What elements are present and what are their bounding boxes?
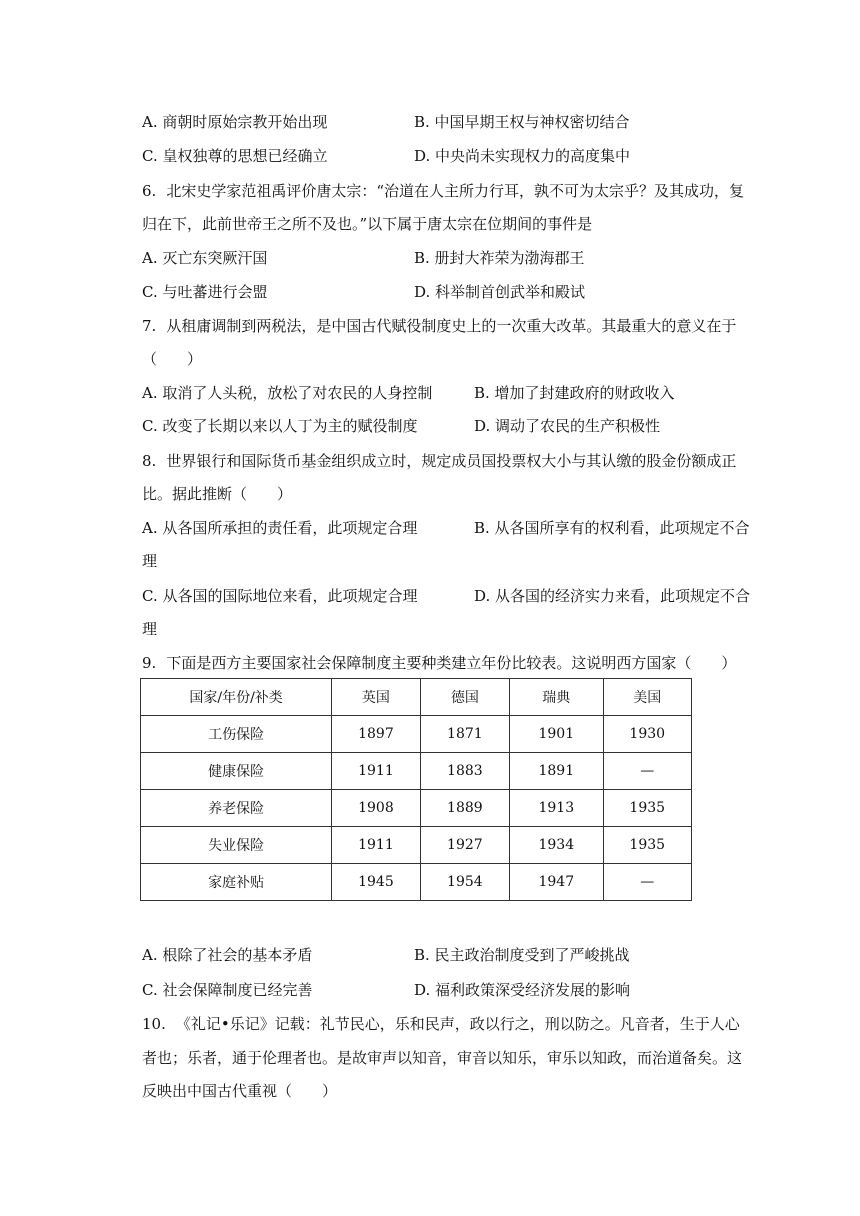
table-row	[141, 753, 692, 790]
table-cell: —	[603, 753, 692, 790]
table-cell: 1935	[603, 790, 692, 827]
q9-number: 9.	[142, 654, 157, 672]
q10-number: 10.	[142, 1015, 166, 1033]
q6-stem-text: 北宋史学家范祖禹评价唐太宗：“治道在人主所力行耳，孰不可为太宗乎？及其成功，复	[166, 182, 744, 200]
q7-stem-line-1	[142, 316, 736, 336]
table-cell: 1889	[420, 790, 509, 827]
table-cell: 1883	[420, 753, 509, 790]
q10-stem-line-3: 反映出中国古代重视（ ）	[142, 1082, 338, 1100]
table-cell: 1945	[332, 864, 420, 901]
q9-option-b: B. 民主政治制度受到了严峻挑战	[414, 946, 630, 964]
table-cell: 1913	[510, 790, 603, 827]
table-header: 国家/年份/补类	[141, 679, 332, 716]
q8-option-b: B. 从各国所享有的权利看，此项规定不合	[474, 519, 750, 537]
social-security-table	[140, 678, 692, 901]
q6-option-b: B. 册封大祚荣为渤海郡王	[414, 249, 585, 267]
q8-stem-line-2: 比。据此推断（ ）	[142, 485, 293, 503]
q5-option-a: A. 商朝时原始宗教开始出现	[142, 113, 328, 131]
table-cell: 健康保险	[141, 753, 332, 790]
q8-option-b-wrap: 理	[142, 552, 158, 570]
q9-stem-text: 下面是西方主要国家社会保障制度主要种类建立年份比较表。这说明西方国家（ ）	[166, 654, 737, 672]
q6-option-d: D. 科举制首创武举和殿试	[414, 283, 586, 301]
table-cell: 1911	[332, 827, 420, 864]
q10-stem-line-1	[142, 1014, 740, 1034]
q6-option-a: A. 灭亡东突厥汗国	[142, 249, 268, 267]
q8-option-d-wrap: 理	[142, 620, 158, 638]
table-cell: —	[603, 864, 692, 901]
q8-stem-text: 世界银行和国际货币基金组织成立时，规定成员国投票权大小与其认缴的股金份额成正	[166, 452, 737, 470]
table-cell: 家庭补贴	[141, 864, 332, 901]
table-cell: 1947	[510, 864, 603, 901]
q6-number: 6.	[142, 182, 157, 200]
table-header: 美国	[603, 679, 692, 716]
table-row	[141, 716, 692, 753]
table-cell: 1934	[510, 827, 603, 864]
q5-option-d: D. 中央尚未实现权力的高度集中	[414, 147, 631, 165]
q6-option-c: C. 与吐蕃进行会盟	[142, 283, 268, 301]
table-row	[141, 864, 692, 901]
table-cell: 失业保险	[141, 827, 332, 864]
q7-option-c: C. 改变了长期以来以人丁为主的赋役制度	[142, 417, 418, 435]
q9-option-d: D. 福利政策深受经济发展的影响	[414, 981, 631, 999]
q8-option-a: A. 从各国所承担的责任看，此项规定合理	[142, 519, 418, 537]
q7-option-d: D. 调动了农民的生产积极性	[474, 417, 661, 435]
table-cell: 1930	[603, 716, 692, 753]
table-cell: 1954	[420, 864, 509, 901]
table-cell: 养老保险	[141, 790, 332, 827]
q9-option-c: C. 社会保障制度已经完善	[142, 981, 313, 999]
q8-stem-line-1	[142, 451, 736, 471]
table-header: 德国	[420, 679, 509, 716]
q6-stem-line-1	[142, 181, 744, 201]
table-header: 瑞典	[510, 679, 603, 716]
table-header: 英国	[332, 679, 420, 716]
q6-stem-line-2: 归在下，此前世帝王之所不及也。”以下属于唐太宗在位期间的事件是	[142, 215, 593, 233]
table-cell: 1871	[420, 716, 509, 753]
table-cell: 1897	[332, 716, 420, 753]
q7-stem-line-2: （ ）	[142, 350, 203, 368]
q5-option-b: B. 中国早期王权与神权密切结合	[414, 113, 630, 131]
table-header-row	[141, 679, 692, 716]
table-cell: 1935	[603, 827, 692, 864]
table-cell: 1911	[332, 753, 420, 790]
q7-option-a: A. 取消了人头税，放松了对农民的人身控制	[142, 384, 433, 402]
table-cell: 1927	[420, 827, 509, 864]
q8-option-d: D. 从各国的经济实力来看，此项规定不合	[474, 587, 751, 605]
table-cell: 工伤保险	[141, 716, 332, 753]
table-row	[141, 827, 692, 864]
table-cell: 1891	[510, 753, 603, 790]
q7-option-b: B. 增加了封建政府的财政收入	[474, 384, 675, 402]
q5-option-c: C. 皇权独尊的思想已经确立	[142, 147, 328, 165]
q7-number: 7.	[142, 317, 157, 335]
table-cell: 1901	[510, 716, 603, 753]
q7-stem-text: 从租庸调制到两税法，是中国古代赋役制度史上的一次重大改革。其最重大的意义在于	[166, 317, 737, 335]
q8-option-c: C. 从各国的国际地位来看，此项规定合理	[142, 587, 418, 605]
q9-stem	[142, 653, 736, 673]
q9-option-a: A. 根除了社会的基本矛盾	[142, 946, 313, 964]
table-row	[141, 790, 692, 827]
q10-stem-text: 《礼记•乐记》记载：礼节民心，乐和民声，政以行之，刑以防之。凡音者，生于人心	[175, 1015, 740, 1033]
q10-stem-line-2: 者也；乐者，通于伦理者也。是故审声以知音，审音以知乐，审乐以知政，而治道备矣。这	[142, 1049, 743, 1067]
table-cell: 1908	[332, 790, 420, 827]
q8-number: 8.	[142, 452, 157, 470]
